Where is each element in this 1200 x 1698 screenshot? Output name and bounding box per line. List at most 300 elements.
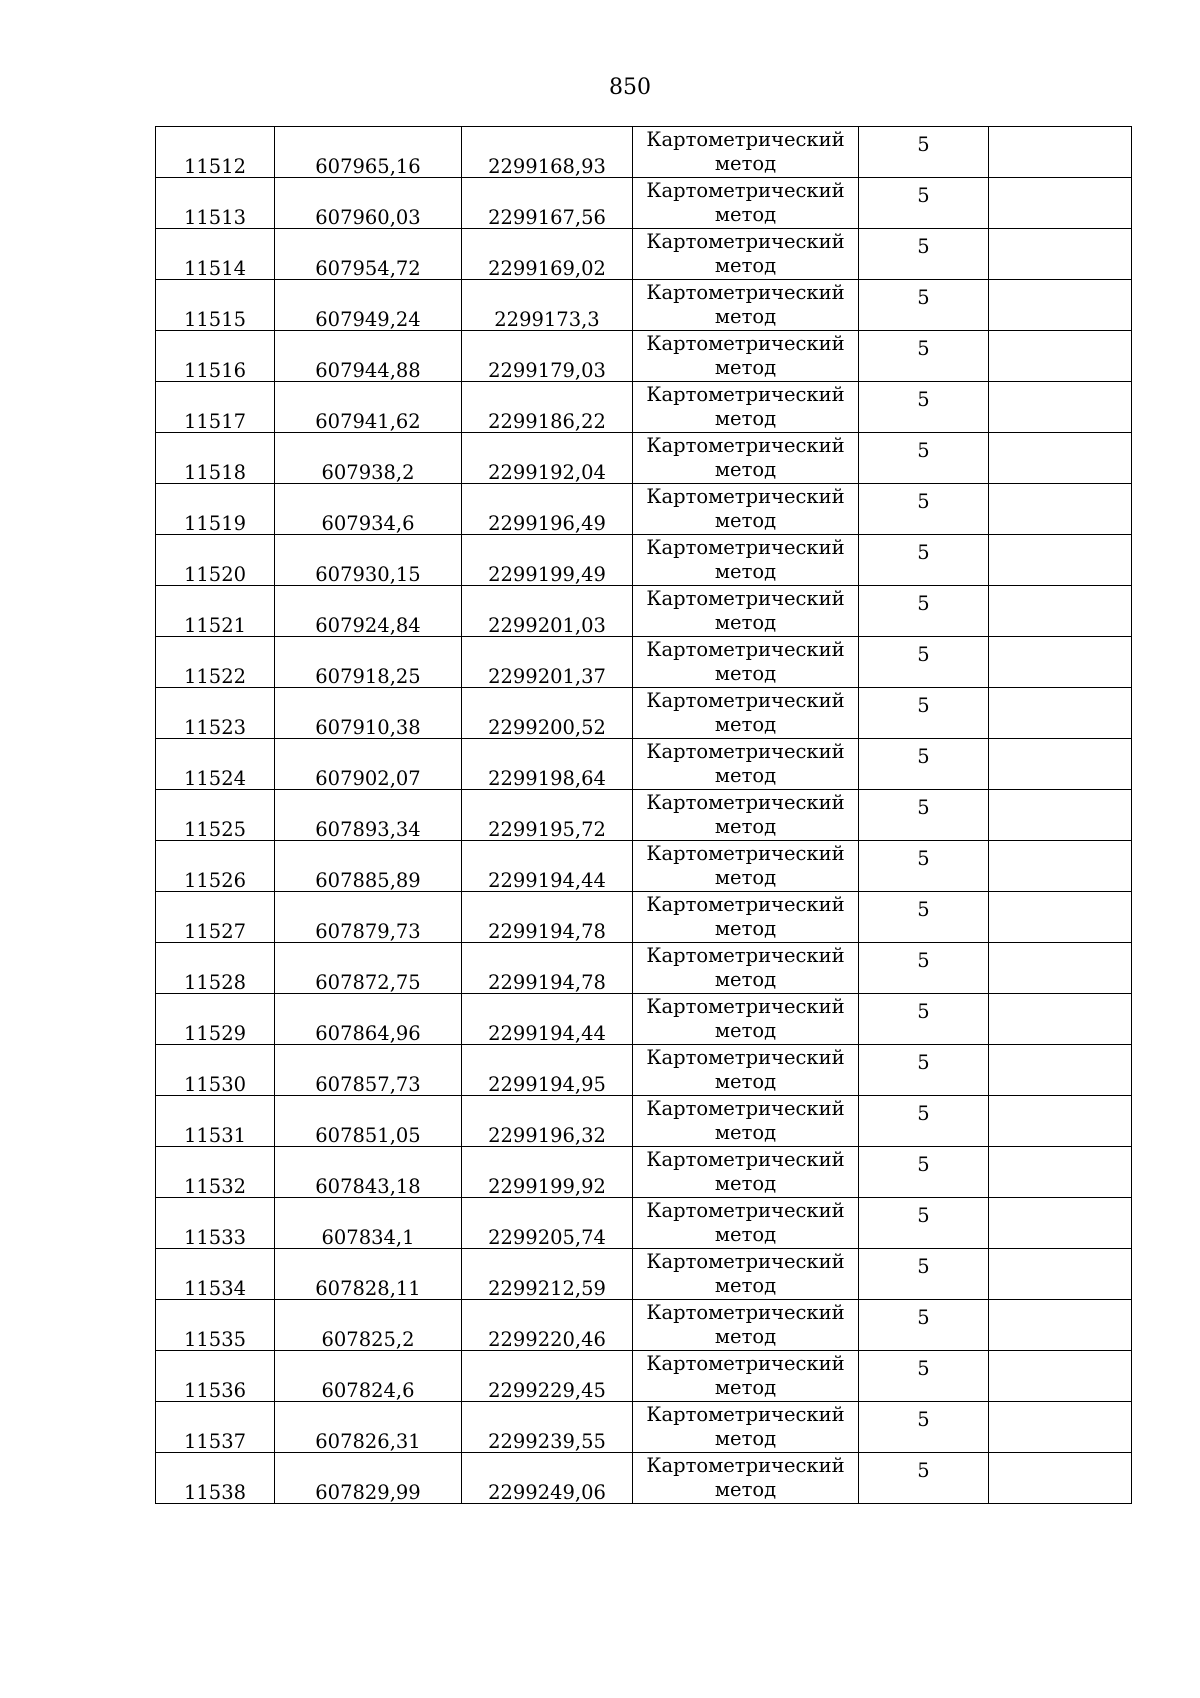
method-line: Картометрический <box>646 740 845 763</box>
table-row <box>156 790 1132 841</box>
y-coordinate-cell <box>462 484 633 535</box>
note-cell <box>989 637 1132 688</box>
x-coordinate-cell <box>275 943 462 994</box>
y-coordinate-cell <box>462 1045 633 1096</box>
table-row <box>156 1096 1132 1147</box>
method-line: Картометрический <box>646 1199 845 1222</box>
table-row <box>156 229 1132 280</box>
method-cell <box>633 178 859 229</box>
point-id-cell-text: 11531 <box>183 1124 247 1147</box>
table-row <box>156 535 1132 586</box>
point-id-cell-text: 11528 <box>183 971 247 994</box>
note-cell <box>989 127 1132 178</box>
method-line: метод <box>714 560 777 583</box>
table-row <box>156 280 1132 331</box>
accuracy-cell-text: 5 <box>917 1306 930 1329</box>
accuracy-cell-text: 5 <box>917 1408 930 1431</box>
accuracy-cell <box>859 1198 989 1249</box>
accuracy-cell-text: 5 <box>917 1000 930 1023</box>
accuracy-cell <box>859 280 989 331</box>
method-line: Картометрический <box>646 1097 845 1120</box>
method-cell <box>633 382 859 433</box>
method-line: Картометрический <box>646 1352 845 1375</box>
note-cell <box>989 382 1132 433</box>
point-id-cell-text: 11533 <box>183 1226 247 1249</box>
accuracy-cell <box>859 1045 989 1096</box>
note-cell <box>989 484 1132 535</box>
note-cell <box>989 586 1132 637</box>
accuracy-cell-text: 5 <box>917 490 930 513</box>
x-coordinate-cell <box>275 739 462 790</box>
accuracy-cell <box>859 331 989 382</box>
x-coordinate-cell <box>275 790 462 841</box>
method-cell <box>633 331 859 382</box>
accuracy-cell-text: 5 <box>917 235 930 258</box>
x-coordinate-cell-text: 607954,72 <box>315 257 421 280</box>
y-coordinate-cell-text: 2299194,78 <box>488 971 606 994</box>
table-row <box>156 1402 1132 1453</box>
x-coordinate-cell <box>275 688 462 739</box>
y-coordinate-cell <box>462 1096 633 1147</box>
point-id-cell-text: 11530 <box>183 1073 247 1096</box>
table-row <box>156 484 1132 535</box>
accuracy-cell-text: 5 <box>917 541 930 564</box>
y-coordinate-cell-text: 2299168,93 <box>488 155 606 178</box>
point-id-cell-text: 11525 <box>183 818 247 841</box>
table-row <box>156 1249 1132 1300</box>
method-cell <box>633 535 859 586</box>
table-row <box>156 637 1132 688</box>
point-id-cell <box>156 1045 275 1096</box>
y-coordinate-cell <box>462 382 633 433</box>
note-cell <box>989 790 1132 841</box>
method-cell <box>633 433 859 484</box>
x-coordinate-cell <box>275 127 462 178</box>
x-coordinate-cell <box>275 994 462 1045</box>
y-coordinate-cell-text: 2299194,95 <box>488 1073 606 1096</box>
x-coordinate-cell-text: 607828,11 <box>315 1277 421 1300</box>
y-coordinate-cell-text: 2299194,78 <box>488 920 606 943</box>
table-row <box>156 1198 1132 1249</box>
accuracy-cell <box>859 178 989 229</box>
point-id-cell <box>156 892 275 943</box>
method-line: Картометрический <box>646 1250 845 1273</box>
method-line: метод <box>714 917 777 940</box>
method-cell <box>633 1147 859 1198</box>
y-coordinate-cell-text: 2299198,64 <box>488 767 606 790</box>
method-line: метод <box>714 713 777 736</box>
method-line: метод <box>714 254 777 277</box>
accuracy-cell-text: 5 <box>917 796 930 819</box>
point-id-cell-text: 11520 <box>183 563 247 586</box>
accuracy-cell <box>859 1351 989 1402</box>
accuracy-cell <box>859 1249 989 1300</box>
y-coordinate-cell <box>462 1453 633 1504</box>
point-id-cell-text: 11535 <box>183 1328 247 1351</box>
x-coordinate-cell-text: 607851,05 <box>315 1124 421 1147</box>
note-cell <box>989 994 1132 1045</box>
y-coordinate-cell <box>462 331 633 382</box>
method-line: Картометрический <box>646 842 845 865</box>
y-coordinate-cell-text: 2299173,3 <box>494 308 600 331</box>
x-coordinate-cell <box>275 637 462 688</box>
x-coordinate-cell <box>275 586 462 637</box>
x-coordinate-cell <box>275 1249 462 1300</box>
method-line: метод <box>714 1070 777 1093</box>
x-coordinate-cell-text: 607843,18 <box>315 1175 421 1198</box>
method-line: метод <box>714 866 777 889</box>
point-id-cell <box>156 1249 275 1300</box>
point-id-cell <box>156 1198 275 1249</box>
accuracy-cell <box>859 790 989 841</box>
method-line: метод <box>714 1427 777 1450</box>
y-coordinate-cell-text: 2299229,45 <box>488 1379 606 1402</box>
y-coordinate-cell <box>462 229 633 280</box>
method-cell <box>633 1096 859 1147</box>
x-coordinate-cell-text: 607941,62 <box>315 410 421 433</box>
coordinates-table <box>155 126 1132 1504</box>
table-row <box>156 1300 1132 1351</box>
point-id-cell <box>156 586 275 637</box>
accuracy-cell <box>859 1300 989 1351</box>
y-coordinate-cell-text: 2299196,49 <box>488 512 606 535</box>
note-cell <box>989 943 1132 994</box>
x-coordinate-cell <box>275 1453 462 1504</box>
y-coordinate-cell-text: 2299212,59 <box>488 1277 606 1300</box>
y-coordinate-cell-text: 2299201,37 <box>488 665 606 688</box>
method-cell <box>633 943 859 994</box>
method-line: Картометрический <box>646 281 845 304</box>
x-coordinate-cell-text: 607934,6 <box>321 512 415 535</box>
x-coordinate-cell-text: 607826,31 <box>315 1430 421 1453</box>
point-id-cell <box>156 637 275 688</box>
note-cell <box>989 433 1132 484</box>
note-cell <box>989 229 1132 280</box>
accuracy-cell <box>859 688 989 739</box>
note-cell <box>989 1147 1132 1198</box>
y-coordinate-cell <box>462 841 633 892</box>
y-coordinate-cell-text: 2299199,92 <box>488 1175 606 1198</box>
y-coordinate-cell <box>462 637 633 688</box>
point-id-cell <box>156 739 275 790</box>
table-row <box>156 688 1132 739</box>
x-coordinate-cell <box>275 484 462 535</box>
table-row <box>156 127 1132 178</box>
accuracy-cell-text: 5 <box>917 439 930 462</box>
method-line: Картометрический <box>646 332 845 355</box>
x-coordinate-cell <box>275 1045 462 1096</box>
method-line: Картометрический <box>646 689 845 712</box>
y-coordinate-cell-text: 2299200,52 <box>488 716 606 739</box>
x-coordinate-cell <box>275 1402 462 1453</box>
x-coordinate-cell-text: 607872,75 <box>315 971 421 994</box>
accuracy-cell-text: 5 <box>917 1204 930 1227</box>
point-id-cell-text: 11516 <box>183 359 247 382</box>
method-line: метод <box>714 203 777 226</box>
point-id-cell <box>156 943 275 994</box>
y-coordinate-cell-text: 2299220,46 <box>488 1328 606 1351</box>
point-id-cell-text: 11522 <box>183 665 247 688</box>
x-coordinate-cell-text: 607910,38 <box>315 716 421 739</box>
accuracy-cell <box>859 229 989 280</box>
y-coordinate-cell-text: 2299194,44 <box>488 869 606 892</box>
method-cell <box>633 790 859 841</box>
point-id-cell-text: 11529 <box>183 1022 247 1045</box>
method-line: метод <box>714 1172 777 1195</box>
x-coordinate-cell-text: 607930,15 <box>315 563 421 586</box>
method-line: метод <box>714 1325 777 1348</box>
accuracy-cell <box>859 1453 989 1504</box>
method-cell <box>633 739 859 790</box>
point-id-cell-text: 11519 <box>183 512 247 535</box>
y-coordinate-cell-text: 2299196,32 <box>488 1124 606 1147</box>
y-coordinate-cell-text: 2299249,06 <box>488 1481 606 1504</box>
point-id-cell-text: 11534 <box>183 1277 247 1300</box>
accuracy-cell <box>859 637 989 688</box>
method-line: Картометрический <box>646 944 845 967</box>
x-coordinate-cell <box>275 841 462 892</box>
accuracy-cell-text: 5 <box>917 133 930 156</box>
point-id-cell <box>156 433 275 484</box>
y-coordinate-cell <box>462 280 633 331</box>
y-coordinate-cell <box>462 127 633 178</box>
x-coordinate-cell-text: 607825,2 <box>321 1328 415 1351</box>
accuracy-cell <box>859 739 989 790</box>
y-coordinate-cell-text: 2299192,04 <box>488 461 606 484</box>
method-line: Картометрический <box>646 893 845 916</box>
method-line: Картометрический <box>646 179 845 202</box>
accuracy-cell <box>859 1147 989 1198</box>
note-cell <box>989 1300 1132 1351</box>
y-coordinate-cell <box>462 943 633 994</box>
y-coordinate-cell-text: 2299201,03 <box>488 614 606 637</box>
y-coordinate-cell <box>462 790 633 841</box>
method-cell <box>633 1198 859 1249</box>
point-id-cell-text: 11538 <box>183 1481 247 1504</box>
method-cell <box>633 127 859 178</box>
page-number: 850 <box>609 75 651 100</box>
method-line: Картометрический <box>646 1403 845 1426</box>
point-id-cell <box>156 382 275 433</box>
x-coordinate-cell-text: 607965,16 <box>315 155 421 178</box>
x-coordinate-cell-text: 607938,2 <box>321 461 415 484</box>
note-cell <box>989 739 1132 790</box>
x-coordinate-cell <box>275 178 462 229</box>
method-line: метод <box>714 407 777 430</box>
table-row <box>156 943 1132 994</box>
method-cell <box>633 1351 859 1402</box>
note-cell <box>989 178 1132 229</box>
accuracy-cell-text: 5 <box>917 898 930 921</box>
x-coordinate-cell <box>275 433 462 484</box>
table-row <box>156 382 1132 433</box>
method-cell <box>633 637 859 688</box>
table-row <box>156 1351 1132 1402</box>
note-cell <box>989 688 1132 739</box>
table-row <box>156 1045 1132 1096</box>
y-coordinate-cell <box>462 892 633 943</box>
point-id-cell-text: 11513 <box>183 206 247 229</box>
note-cell <box>989 1351 1132 1402</box>
y-coordinate-cell-text: 2299205,74 <box>488 1226 606 1249</box>
point-id-cell <box>156 841 275 892</box>
method-cell <box>633 1402 859 1453</box>
method-cell <box>633 484 859 535</box>
point-id-cell <box>156 484 275 535</box>
accuracy-cell-text: 5 <box>917 1102 930 1125</box>
table-row <box>156 739 1132 790</box>
table-row <box>156 994 1132 1045</box>
x-coordinate-cell <box>275 1147 462 1198</box>
y-coordinate-cell <box>462 178 633 229</box>
point-id-cell <box>156 1147 275 1198</box>
point-id-cell-text: 11514 <box>183 257 247 280</box>
method-cell <box>633 688 859 739</box>
y-coordinate-cell <box>462 433 633 484</box>
point-id-cell <box>156 127 275 178</box>
method-line: метод <box>714 764 777 787</box>
note-cell <box>989 1198 1132 1249</box>
point-id-cell-text: 11526 <box>183 869 247 892</box>
accuracy-cell-text: 5 <box>917 1153 930 1176</box>
method-line: Картометрический <box>646 434 845 457</box>
note-cell <box>989 331 1132 382</box>
y-coordinate-cell-text: 2299239,55 <box>488 1430 606 1453</box>
method-cell <box>633 1249 859 1300</box>
method-line: метод <box>714 509 777 532</box>
point-id-cell-text: 11523 <box>183 716 247 739</box>
accuracy-cell <box>859 382 989 433</box>
x-coordinate-cell-text: 607857,73 <box>315 1073 421 1096</box>
method-line: метод <box>714 305 777 328</box>
accuracy-cell-text: 5 <box>917 847 930 870</box>
method-line: метод <box>714 356 777 379</box>
y-coordinate-cell <box>462 535 633 586</box>
accuracy-cell <box>859 535 989 586</box>
y-coordinate-cell <box>462 1147 633 1198</box>
y-coordinate-cell-text: 2299194,44 <box>488 1022 606 1045</box>
method-line: метод <box>714 1376 777 1399</box>
accuracy-cell-text: 5 <box>917 388 930 411</box>
table-row <box>156 586 1132 637</box>
point-id-cell <box>156 994 275 1045</box>
x-coordinate-cell <box>275 331 462 382</box>
method-line: Картометрический <box>646 536 845 559</box>
x-coordinate-cell <box>275 1198 462 1249</box>
method-line: Картометрический <box>646 1148 845 1171</box>
method-line: метод <box>714 815 777 838</box>
point-id-cell <box>156 1300 275 1351</box>
method-cell <box>633 280 859 331</box>
point-id-cell-text: 11512 <box>183 155 247 178</box>
accuracy-cell-text: 5 <box>917 694 930 717</box>
method-line: метод <box>714 458 777 481</box>
method-line: Картометрический <box>646 638 845 661</box>
y-coordinate-cell-text: 2299167,56 <box>488 206 606 229</box>
point-id-cell <box>156 688 275 739</box>
point-id-cell <box>156 535 275 586</box>
accuracy-cell-text: 5 <box>917 949 930 972</box>
x-coordinate-cell-text: 607829,99 <box>315 1481 421 1504</box>
point-id-cell <box>156 1096 275 1147</box>
accuracy-cell-text: 5 <box>917 286 930 309</box>
x-coordinate-cell <box>275 892 462 943</box>
table-row <box>156 841 1132 892</box>
point-id-cell-text: 11532 <box>183 1175 247 1198</box>
x-coordinate-cell <box>275 1300 462 1351</box>
method-cell <box>633 994 859 1045</box>
accuracy-cell <box>859 127 989 178</box>
method-cell <box>633 1045 859 1096</box>
point-id-cell <box>156 178 275 229</box>
note-cell <box>989 841 1132 892</box>
method-line: Картометрический <box>646 1046 845 1069</box>
point-id-cell-text: 11524 <box>183 767 247 790</box>
table-row <box>156 178 1132 229</box>
note-cell <box>989 280 1132 331</box>
method-line: метод <box>714 1019 777 1042</box>
table-row <box>156 1147 1132 1198</box>
x-coordinate-cell-text: 607960,03 <box>315 206 421 229</box>
y-coordinate-cell-text: 2299169,02 <box>488 257 606 280</box>
method-cell <box>633 892 859 943</box>
accuracy-cell <box>859 994 989 1045</box>
point-id-cell <box>156 331 275 382</box>
x-coordinate-cell <box>275 1351 462 1402</box>
method-cell <box>633 1453 859 1504</box>
accuracy-cell-text: 5 <box>917 1459 930 1482</box>
y-coordinate-cell <box>462 688 633 739</box>
y-coordinate-cell-text: 2299179,03 <box>488 359 606 382</box>
x-coordinate-cell-text: 607949,24 <box>315 308 421 331</box>
method-line: Картометрический <box>646 587 845 610</box>
x-coordinate-cell-text: 607944,88 <box>315 359 421 382</box>
table-row <box>156 892 1132 943</box>
method-cell <box>633 229 859 280</box>
point-id-cell <box>156 229 275 280</box>
point-id-cell-text: 11536 <box>183 1379 247 1402</box>
accuracy-cell <box>859 1402 989 1453</box>
point-id-cell-text: 11527 <box>183 920 247 943</box>
y-coordinate-cell <box>462 994 633 1045</box>
method-line: Картометрический <box>646 995 845 1018</box>
y-coordinate-cell-text: 2299195,72 <box>488 818 606 841</box>
method-line: метод <box>714 1478 777 1501</box>
point-id-cell <box>156 1351 275 1402</box>
point-id-cell-text: 11537 <box>183 1430 247 1453</box>
method-cell <box>633 586 859 637</box>
accuracy-cell-text: 5 <box>917 184 930 207</box>
x-coordinate-cell-text: 607924,84 <box>315 614 421 637</box>
method-line: метод <box>714 1121 777 1144</box>
accuracy-cell-text: 5 <box>917 643 930 666</box>
accuracy-cell <box>859 841 989 892</box>
y-coordinate-cell <box>462 1300 633 1351</box>
point-id-cell-text: 11521 <box>183 614 247 637</box>
method-line: метод <box>714 1223 777 1246</box>
x-coordinate-cell-text: 607824,6 <box>321 1379 415 1402</box>
point-id-cell-text: 11517 <box>183 410 247 433</box>
note-cell <box>989 1402 1132 1453</box>
accuracy-cell-text: 5 <box>917 1255 930 1278</box>
table-row <box>156 433 1132 484</box>
x-coordinate-cell-text: 607885,89 <box>315 869 421 892</box>
x-coordinate-cell-text: 607918,25 <box>315 665 421 688</box>
accuracy-cell-text: 5 <box>917 1051 930 1074</box>
method-cell <box>633 1300 859 1351</box>
x-coordinate-cell <box>275 229 462 280</box>
note-cell <box>989 1453 1132 1504</box>
